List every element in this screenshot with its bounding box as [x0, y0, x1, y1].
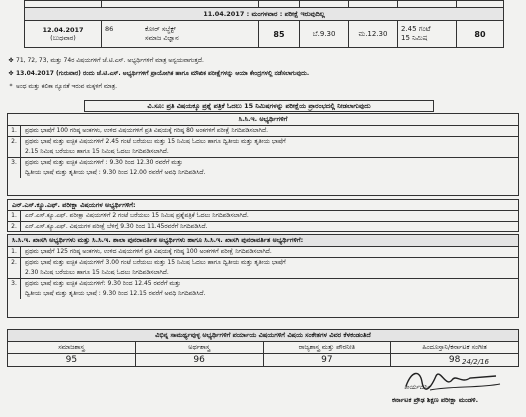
start-time-cell: ಬೆ.9.30 [300, 21, 349, 48]
subject-code: 86 [105, 25, 114, 33]
reading-time-notice [84, 100, 434, 112]
end-time-cell: ಮ.12.30 [349, 21, 398, 48]
total-cell: 80 [457, 21, 504, 48]
subject-code-value: 95 [8, 354, 136, 367]
reading-time-notice-text: ವಿ.ಸೂ: ಪ್ರತಿ ವಿಷಯಕ್ಕೂ ಪ್ರಶ್ನೆ ಪತ್ರಿಕೆ ಓದಲು 15 ನಿಮಿಷಗಳನ್ನು ಪರೀಕ್ಷೆಯ ಪ್ರಾರಂಭದಲ್ಲಿ ನೀಡಲಾಗುವುದು [147, 102, 371, 110]
note-marker: ✤ [8, 57, 14, 64]
column-header: ರಾಜ್ಯಶಾಸ್ತ್ರ ಮತ್ತು ಪೌರನೀತಿ [263, 342, 391, 354]
duration-line2: 15 ನಿಮಿಷ [401, 34, 428, 42]
column-header: ಅರ್ಥಶಾಸ್ತ್ರ [135, 342, 263, 354]
signature-date: 24/2/16 [462, 358, 489, 366]
list-item: 3. ಪ್ರಥಮ ಭಾಷೆ ಮತ್ತು ಐಚ್ಛಿಕ ವಿಷಯಗಳಿಗೆ : 9.30 ರಿಂದ 12.30 ರವರೆಗೆ ಮತ್ತು ದ್ವಿತೀಯ ಭಾಷೆ ಮತ್ತು ತೃತೀಯ ಭಾಷೆ : 9.30 ರಿಂದ 12.00 ರವರೆಗೆ ಅವಧಿ ನಿಗದಿಪಡಿಸಿದೆ. [8, 158, 518, 178]
note-text: 13.04.2017 (ಗುರುವಾರ) ರಂದು ಜೆ.ಟಿ.ಎಸ್. ಅಭ್ಯರ್ಥಿಗಳಿಗೆ ಪ್ರಾಯೋಗಿಕ ಹಾಗೂ ಮೌಖಿಕ ಪರೀಕ್ಷೆಗಳನ್ನು ಆಯಾ ಕೇಂದ್ರಗಳಲ್ಲಿ ನಡೆಸಲಾಗುವುದು. [16, 70, 310, 77]
duration-cell [398, 21, 457, 48]
marks-cell: 85 [259, 21, 300, 48]
subject-code-value: 98 [391, 354, 519, 367]
subject-name-line2: ಸಮಾಜ ವಿಜ್ಞಾನ [145, 34, 179, 42]
holiday-row-label: 11.04.2017 : ಮಂಗಳವಾರ : ಪರೀಕ್ಷೆ ಇರುವುದಿಲ್ಲ [25, 8, 504, 21]
table-row [25, 21, 504, 48]
table-row [25, 8, 504, 21]
duration-line1: 2.45 ಗಂಟೆ [401, 25, 431, 33]
list-item: 2. ಎನ್.ಎಸ್.ಕ್ಯೂ.ಎಫ್. ವಿಷಯಗಳ ಪರೀಕ್ಷೆ ಬೆಳಿಗ್ಗೆ 9.30 ರಿಂದ 11.45ರವರೆಗೆ ನಿಗದಿಪಡಿಸಿದೆ. [8, 222, 518, 232]
table-row [8, 342, 519, 354]
subject-cell [102, 21, 259, 48]
list-item: 2. ಪ್ರಥಮ ಭಾಷೆ ಮತ್ತು ಐಚ್ಛಿಕ ವಿಷಯಗಳಿಗೆ 2.45 ಗಂಟೆ ಬರೆಯಲು ಮತ್ತು 15 ನಿಮಿಷ ಓದಲು ಹಾಗೂ ದ್ವಿತೀಯ ಮತ್ತು ತೃತೀಯ ಭಾಷೆಗೆ 2.15 ನಿಮಿಷ ಬರೆಯಲು ಹಾಗೂ 15 ನಿಮಿಷ ಓದಲು ನಿಗದಿಪಡಿಸಲಾಗಿದೆ. [8, 137, 518, 158]
column-header: ಸಮಾಜಶಾಸ್ತ್ರ [8, 342, 136, 354]
note-text: 71, 72, 73, ಮತ್ತು 74ರ ವಿಷಯಗಳಿಗೆ ಜೆ.ಟಿ.ಎಸ್. ಅಭ್ಯರ್ಥಿಗಳಿಗೆ ಮಾತ್ರ ಅನ್ವಯವಾಗುತ್ತದೆ. [16, 57, 204, 64]
list-item [6, 69, 516, 79]
cce-candidates-box [7, 113, 519, 196]
list-item: 1. ಪ್ರಥಮ ಭಾಷೆಗೆ 100 ಗರಿಷ್ಠ ಅಂಕಗಳು, ಉಳಿದ ವಿಷಯಗಳಿಗೆ ಪ್ರತಿ ವಿಷಯಕ್ಕೆ ಗರಿಷ್ಠ 80 ಅಂಕಗಳಿಗೆ ಪರೀಕ್ಷೆ ನಿಗದಿಪಡಿಸಲಾಗಿದೆ. [8, 126, 518, 137]
table-row [25, 1, 504, 8]
nsqf-candidates-box [7, 199, 519, 232]
note-marker: ✤ [8, 70, 14, 77]
table-row [8, 330, 519, 342]
list-item [6, 82, 516, 92]
signatory-title: ಕಾರ್ಯದರ್ಶಿ [404, 383, 431, 391]
subject-codes-table [7, 329, 519, 367]
subject-name-line1: ಕೋರ್ ಸಬ್ಜೆಕ್ಟ್ [145, 25, 176, 33]
exam-timetable [24, 0, 504, 48]
repeater-candidates-title: ಸಿ.ಸಿ.ಇ. ಖಾಸಗಿ ಅಭ್ಯರ್ಥಿಗಳು ಮತ್ತು ಸಿ.ಸಿ.ಇ. ಶಾಲಾ ಪುನರಾವರ್ತಿತ ಅಭ್ಯರ್ಥಿಗಳು ಹಾಗೂ ಸಿ.ಸಿ.ಇ. ಖಾಸಗಿ ಪುನರಾವರ್ತಿತ ಅಭ್ಯರ್ಥಿಗಳಿಗೆ: [8, 235, 518, 247]
column-header: ಹಿಂದೂಸ್ತಾನಿ/ಕರ್ನಾಟಕ ಸಂಗೀತ [391, 342, 519, 354]
list-item: 3. ಪ್ರಥಮ ಭಾಷೆ ಮತ್ತು ಐಚ್ಛಿಕ ವಿಷಯಗಳಿಗೆ: 9.30 ರಿಂದ 12.45 ರವರೆಗೆ ಮತ್ತು ದ್ವಿತೀಯ ಭಾಷೆ ಮತ್ತು ತೃತೀಯ ಭಾಷೆ : 9.30 ರಿಂದ 12.15 ರವರೆಗೆ ಅವಧಿ ನಿಗದಿಪಡಿಸಿದೆ. [8, 279, 518, 299]
nsqf-candidates-title: ಎನ್.ಎಸ್.ಕ್ಯೂ.ಎಫ್. ಪರೀಕ್ಷಾ ವಿಷಯಗಳ ಅಭ್ಯರ್ಥಿಗಳಿಗೆ: [8, 200, 518, 211]
list-item: 2. ಪ್ರಥಮ ಭಾಷೆ ಮತ್ತು ಐಚ್ಛಿಕ ವಿಷಯಗಳಿಗೆ 3.00 ಗಂಟೆ ಬರೆಯಲು ಮತ್ತು 15 ನಿಮಿಷ ಓದಲು ಹಾಗೂ ದ್ವಿತೀಯ ಮತ್ತು ತೃತೀಯ ಭಾಷೆಗೆ 2.30 ನಿಮಿಷ ಬರೆಯಲು ಹಾಗೂ 15 ನಿಮಿಷ ಓದಲು ನಿಗದಿಪಡಿಸಲಾಗಿದೆ. [8, 258, 518, 279]
notes-list [6, 56, 516, 92]
note-text: ಅಂಧ ಮತ್ತು ಕಲಿಕಾ ನ್ಯೂನತೆ ಇರುವ ಮಕ್ಕಳಿಗೆ ಮಾತ್ರ. [16, 83, 118, 90]
exam-date-cell [25, 21, 102, 48]
subject-code-value: 97 [263, 354, 391, 367]
subject-codes-title: ವಿಭಿನ್ನ ಸಾಮರ್ಥ್ಯವುಳ್ಳ ಅಭ್ಯರ್ಥಿಗಳಿಗೆ ಪರ್ಯಾಯ ವಿಷಯಗಳಿಗೆ ವಿಷಯ ಸಂಕೇತಗಳ ವಿವರ ಕೆಳಕಂಡಂತಿದೆ [8, 330, 519, 342]
list-item: 1. ಪ್ರಥಮ ಭಾಷೆಗೆ 125 ಗರಿಷ್ಠ ಅಂಕಗಳು, ಉಳಿದ ವಿಷಯಗಳಿಗೆ ಪ್ರತಿ ವಿಷಯಕ್ಕೆ ಗರಿಷ್ಠ 100 ಅಂಕಗಳಿಗೆ ಪರೀಕ್ಷೆ ನಿಗದಿಪಡಿಸಲಾಗಿದೆ. [8, 247, 518, 258]
list-item: 1. ಎನ್.ಎಸ್.ಕ್ಯೂ.ಎಫ್. ಪರೀಕ್ಷಾ ವಿಷಯಗಳಿಗೆ 2 ಗಂಟೆ ಬರೆಯಲು 15 ನಿಮಿಷ ಪ್ರಶ್ನೆಪತ್ರಿಕೆ ಓದಲು ನಿಗದಿಪಡಿಸಲಾಗಿದೆ. [8, 211, 518, 222]
subject-code-value: 96 [135, 354, 263, 367]
exam-date: 12.04.2017 [42, 25, 84, 34]
note-marker: * [9, 83, 13, 90]
repeater-candidates-box [7, 234, 519, 318]
list-item [6, 56, 516, 66]
exam-weekday: (ಬುಧವಾರ) [50, 33, 76, 42]
cce-candidates-title: ಸಿ.ಸಿ.ಇ. ಅಭ್ಯರ್ಥಿಗಳಿಗೆ [8, 114, 518, 126]
signatory-office: ಕರ್ನಾಟಕ ಪ್ರೌಢ ಶಿಕ್ಷಣ ಪರೀಕ್ಷಾ ಮಂಡಳಿ. [392, 396, 479, 404]
